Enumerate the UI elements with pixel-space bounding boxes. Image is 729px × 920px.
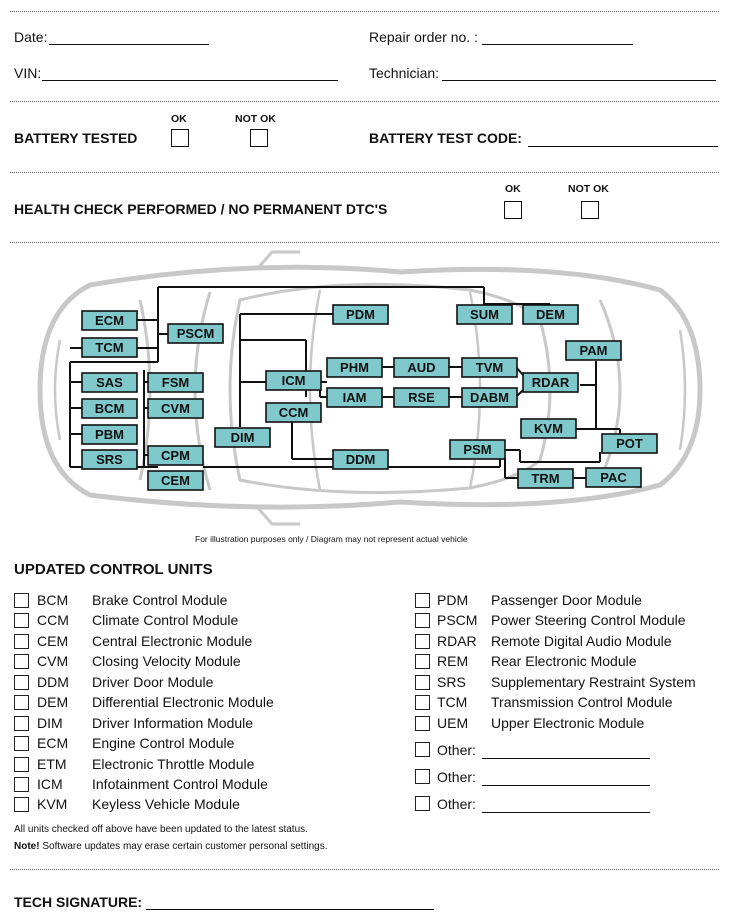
unit-checkbox-uem[interactable]: [415, 716, 430, 731]
unit-name: Differential Electronic Module: [92, 694, 274, 710]
technician-field[interactable]: [442, 80, 716, 81]
unit-abbr: ECM: [37, 735, 69, 751]
module-label: PSCM: [176, 326, 215, 341]
module-label: DDM: [345, 452, 376, 467]
other-field-2[interactable]: [482, 785, 650, 786]
repair-order-field[interactable]: [482, 44, 633, 45]
module-label: TRM: [531, 471, 560, 486]
diagram-caption: For illustration purposes only / Diagram may not represent actual vehicle: [195, 534, 468, 544]
module-label: SUM: [470, 307, 499, 322]
module-label: CEM: [161, 473, 190, 488]
unit-checkbox-cem[interactable]: [14, 634, 29, 649]
battery-not-ok-label: NOT OK: [235, 113, 276, 125]
unit-checkbox-bcm[interactable]: [14, 593, 29, 608]
divider-top: [10, 11, 719, 12]
vin-label: VIN:: [14, 65, 42, 81]
updated-units-title: UPDATED CONTROL UNITS: [14, 561, 213, 578]
unit-checkbox-rdar[interactable]: [415, 634, 430, 649]
unit-checkbox-pdm[interactable]: [415, 593, 430, 608]
unit-checkbox-ecm[interactable]: [14, 736, 29, 751]
notes-line-1: All units checked off above have been updated to the latest status.: [14, 824, 308, 835]
tech-signature-label: TECH SIGNATURE:: [14, 894, 143, 910]
unit-name: Power Steering Control Module: [491, 612, 686, 628]
unit-checkbox-pscm[interactable]: [415, 613, 430, 628]
module-label: PBM: [95, 427, 124, 442]
other-checkbox-3[interactable]: [415, 796, 430, 811]
unit-abbr: REM: [437, 653, 469, 669]
module-label: ECM: [95, 313, 124, 328]
unit-abbr: DEM: [37, 694, 69, 710]
module-label: POT: [616, 436, 643, 451]
unit-checkbox-ddm[interactable]: [14, 675, 29, 690]
unit-abbr: CEM: [37, 633, 69, 649]
unit-name: Passenger Door Module: [491, 592, 642, 608]
vehicle-network-diagram: [0, 246, 729, 532]
module-label: DEM: [536, 307, 565, 322]
unit-abbr: ICM: [37, 776, 63, 792]
other-field-1[interactable]: [482, 758, 650, 759]
module-label: RDAR: [531, 375, 570, 390]
unit-name: Engine Control Module: [92, 735, 235, 751]
note-prefix: Note!: [14, 841, 40, 852]
module-label: FSM: [161, 375, 190, 390]
technician-label: Technician:: [369, 65, 440, 81]
divider-3: [10, 242, 719, 243]
unit-name: Climate Control Module: [92, 612, 239, 628]
other-checkbox-1[interactable]: [415, 742, 430, 757]
unit-checkbox-cvm[interactable]: [14, 654, 29, 669]
unit-abbr: ETM: [37, 756, 67, 772]
other-label: Other:: [437, 769, 476, 785]
divider-1: [10, 101, 719, 102]
unit-name: Transmission Control Module: [491, 694, 673, 710]
health-ok-label: OK: [505, 183, 521, 195]
unit-abbr: CVM: [37, 653, 69, 669]
unit-name: Central Electronic Module: [92, 633, 253, 649]
unit-checkbox-tcm[interactable]: [415, 695, 430, 710]
module-label: PAC: [600, 470, 627, 485]
health-ok-checkbox[interactable]: [504, 201, 522, 219]
unit-name: Driver Door Module: [92, 674, 214, 690]
module-label: BCM: [94, 401, 125, 416]
unit-checkbox-ccm[interactable]: [14, 613, 29, 628]
unit-abbr: PDM: [437, 592, 469, 608]
health-not-ok-label: NOT OK: [568, 183, 609, 195]
module-label: ICM: [281, 373, 306, 388]
unit-name: Electronic Throttle Module: [92, 756, 255, 772]
module-label: PSM: [463, 442, 492, 457]
unit-name: Brake Control Module: [92, 592, 228, 608]
module-label: DIM: [230, 430, 255, 445]
unit-abbr: SRS: [437, 674, 466, 690]
battery-ok-label: OK: [171, 113, 187, 125]
module-label: CPM: [161, 448, 190, 463]
health-check-label: HEALTH CHECK PERFORMED / NO PERMANENT DTC'S: [14, 201, 388, 217]
date-label: Date:: [14, 29, 48, 45]
unit-abbr: TCM: [437, 694, 468, 710]
module-label: TVM: [475, 360, 504, 375]
module-label: CVM: [161, 401, 190, 416]
notes-line-2: [14, 841, 327, 852]
unit-checkbox-dim[interactable]: [14, 716, 29, 731]
unit-checkbox-etm[interactable]: [14, 757, 29, 772]
module-label: TCM: [95, 340, 124, 355]
module-label: IAM: [342, 390, 367, 405]
unit-name: Keyless Vehicle Module: [92, 796, 240, 812]
unit-checkbox-icm[interactable]: [14, 777, 29, 792]
unit-name: Infotainment Control Module: [92, 776, 268, 792]
battery-not-ok-checkbox[interactable]: [250, 129, 268, 147]
unit-abbr: PSCM: [437, 612, 478, 628]
other-field-3[interactable]: [482, 812, 650, 813]
unit-abbr: DDM: [37, 674, 69, 690]
module-label: KVM: [534, 421, 563, 436]
battery-ok-checkbox[interactable]: [171, 129, 189, 147]
battery-test-code-field[interactable]: [528, 146, 718, 147]
unit-abbr: CCM: [37, 612, 69, 628]
module-label: AUD: [407, 360, 436, 375]
unit-abbr: UEM: [437, 715, 469, 731]
unit-checkbox-rem[interactable]: [415, 654, 430, 669]
module-label: PDM: [346, 307, 375, 322]
unit-abbr: RDAR: [437, 633, 477, 649]
other-checkbox-2[interactable]: [415, 769, 430, 784]
unit-name: Rear Electronic Module: [491, 653, 637, 669]
unit-checkbox-dem[interactable]: [14, 695, 29, 710]
health-not-ok-checkbox[interactable]: [581, 201, 599, 219]
unit-name: Driver Information Module: [92, 715, 254, 731]
note-text: Software updates may erase certain customer personal settings.: [39, 841, 328, 852]
module-label: SRS: [96, 452, 123, 467]
unit-checkbox-srs[interactable]: [415, 675, 430, 690]
divider-bottom: [10, 869, 719, 870]
unit-name: Closing Velocity Module: [92, 653, 241, 669]
date-field[interactable]: [49, 44, 209, 45]
module-label: PAM: [579, 343, 608, 358]
unit-abbr: BCM: [37, 592, 69, 608]
vin-field[interactable]: [42, 80, 338, 81]
module-label: SAS: [96, 375, 123, 390]
module-label: PHM: [340, 360, 369, 375]
unit-name: Supplementary Restraint System: [491, 674, 696, 690]
other-label: Other:: [437, 796, 476, 812]
battery-test-code-label: BATTERY TEST CODE:: [369, 130, 522, 146]
unit-abbr: DIM: [37, 715, 63, 731]
unit-abbr: KVM: [37, 796, 68, 812]
unit-name: Upper Electronic Module: [491, 715, 645, 731]
module-label: RSE: [408, 390, 435, 405]
unit-checkbox-kvm[interactable]: [14, 797, 29, 812]
divider-2: [10, 172, 719, 173]
module-label: CCM: [278, 405, 309, 420]
tech-signature-field[interactable]: [146, 909, 434, 910]
module-label: DABM: [470, 390, 509, 405]
repair-order-label: Repair order no. :: [369, 29, 478, 45]
other-label: Other:: [437, 742, 476, 758]
unit-name: Remote Digital Audio Module: [491, 633, 672, 649]
battery-tested-label: BATTERY TESTED: [14, 130, 138, 146]
